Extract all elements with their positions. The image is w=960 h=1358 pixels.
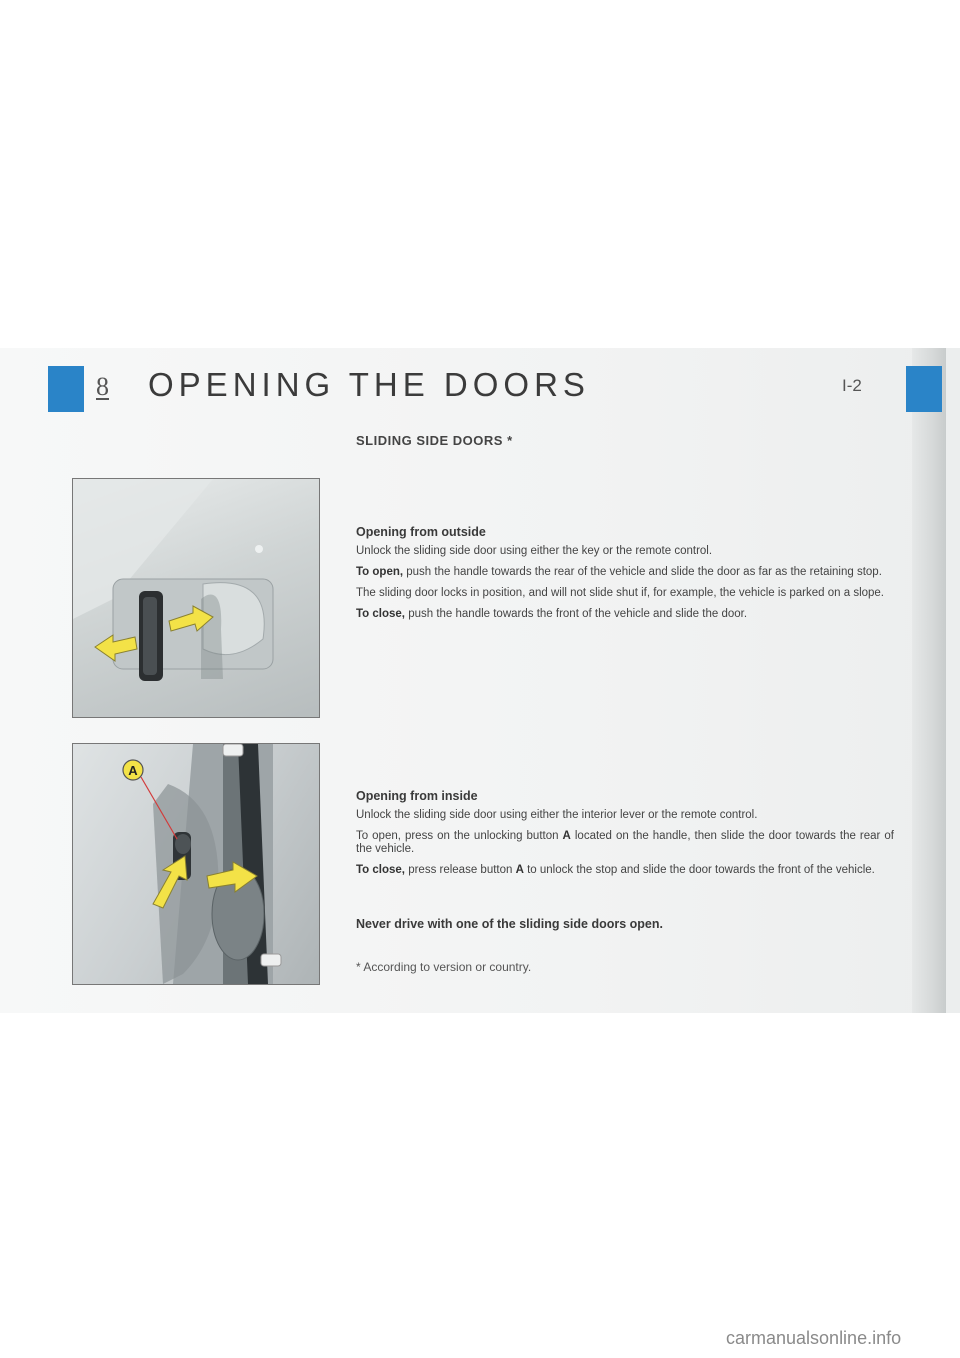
- page-edge-shadow: [912, 348, 946, 1013]
- outside-heading: Opening from outside: [356, 525, 486, 539]
- inside-lever-photo: [72, 743, 320, 985]
- inside-instructions: [356, 790, 894, 885]
- inside-close-button: A: [515, 864, 524, 876]
- right-blue-tab: [906, 366, 942, 412]
- outside-open-paragraph: [356, 566, 894, 579]
- inside-close-text-2: to unlock the stop and slide the door towards the front of the vehicle.: [523, 864, 875, 876]
- left-blue-tab: [48, 366, 84, 412]
- close-text: push the handle towards the front of the vehicle and slide the door.: [405, 608, 748, 620]
- open-text: push the handle towards the rear of the vehicle and slide the door as far as the retaining stop.: [403, 566, 882, 578]
- inside-close-text-1: press release button: [405, 864, 516, 876]
- open-label: To open,: [356, 566, 404, 578]
- watermark: carmanualsonline.info: [726, 1328, 902, 1348]
- outside-handle-illustration: [73, 479, 319, 717]
- outside-lock-paragraph: The sliding door locks in position, and will not slide shut if, for example, the vehicle is parked on a slope.: [356, 587, 885, 599]
- outside-handle-photo: [72, 478, 320, 718]
- inside-intro: Unlock the sliding side door using either the interior lever or the remote control.: [356, 809, 758, 821]
- inside-open-button: A: [562, 830, 571, 842]
- inside-open-text-1: To open, press on the unlocking button: [356, 830, 563, 842]
- inside-close-label: To close,: [356, 864, 405, 876]
- inside-open-text-2: located on the handle, then slide the door towards the rear of the vehicle.: [356, 830, 894, 855]
- outside-close-paragraph: [356, 608, 894, 621]
- button-a-label: A: [128, 763, 138, 778]
- outside-intro: Unlock the sliding side door using either the key or the remote control.: [356, 545, 713, 557]
- page-title: OPENING THE DOORS: [148, 366, 590, 403]
- inside-close-paragraph: [356, 864, 894, 877]
- close-label: To close,: [356, 608, 405, 620]
- inside-open-paragraph: [356, 830, 894, 856]
- inside-lever-illustration: [73, 744, 319, 984]
- section-subtitle: SLIDING SIDE DOORS *: [356, 433, 513, 448]
- inside-heading: Opening from inside: [356, 789, 478, 803]
- outside-instructions: [356, 526, 894, 629]
- footnote: * According to version or country.: [356, 960, 532, 974]
- page-number: 8: [96, 372, 109, 401]
- warning-text: Never drive with one of the sliding side doors open.: [356, 917, 663, 931]
- section-code: I-2: [842, 376, 862, 395]
